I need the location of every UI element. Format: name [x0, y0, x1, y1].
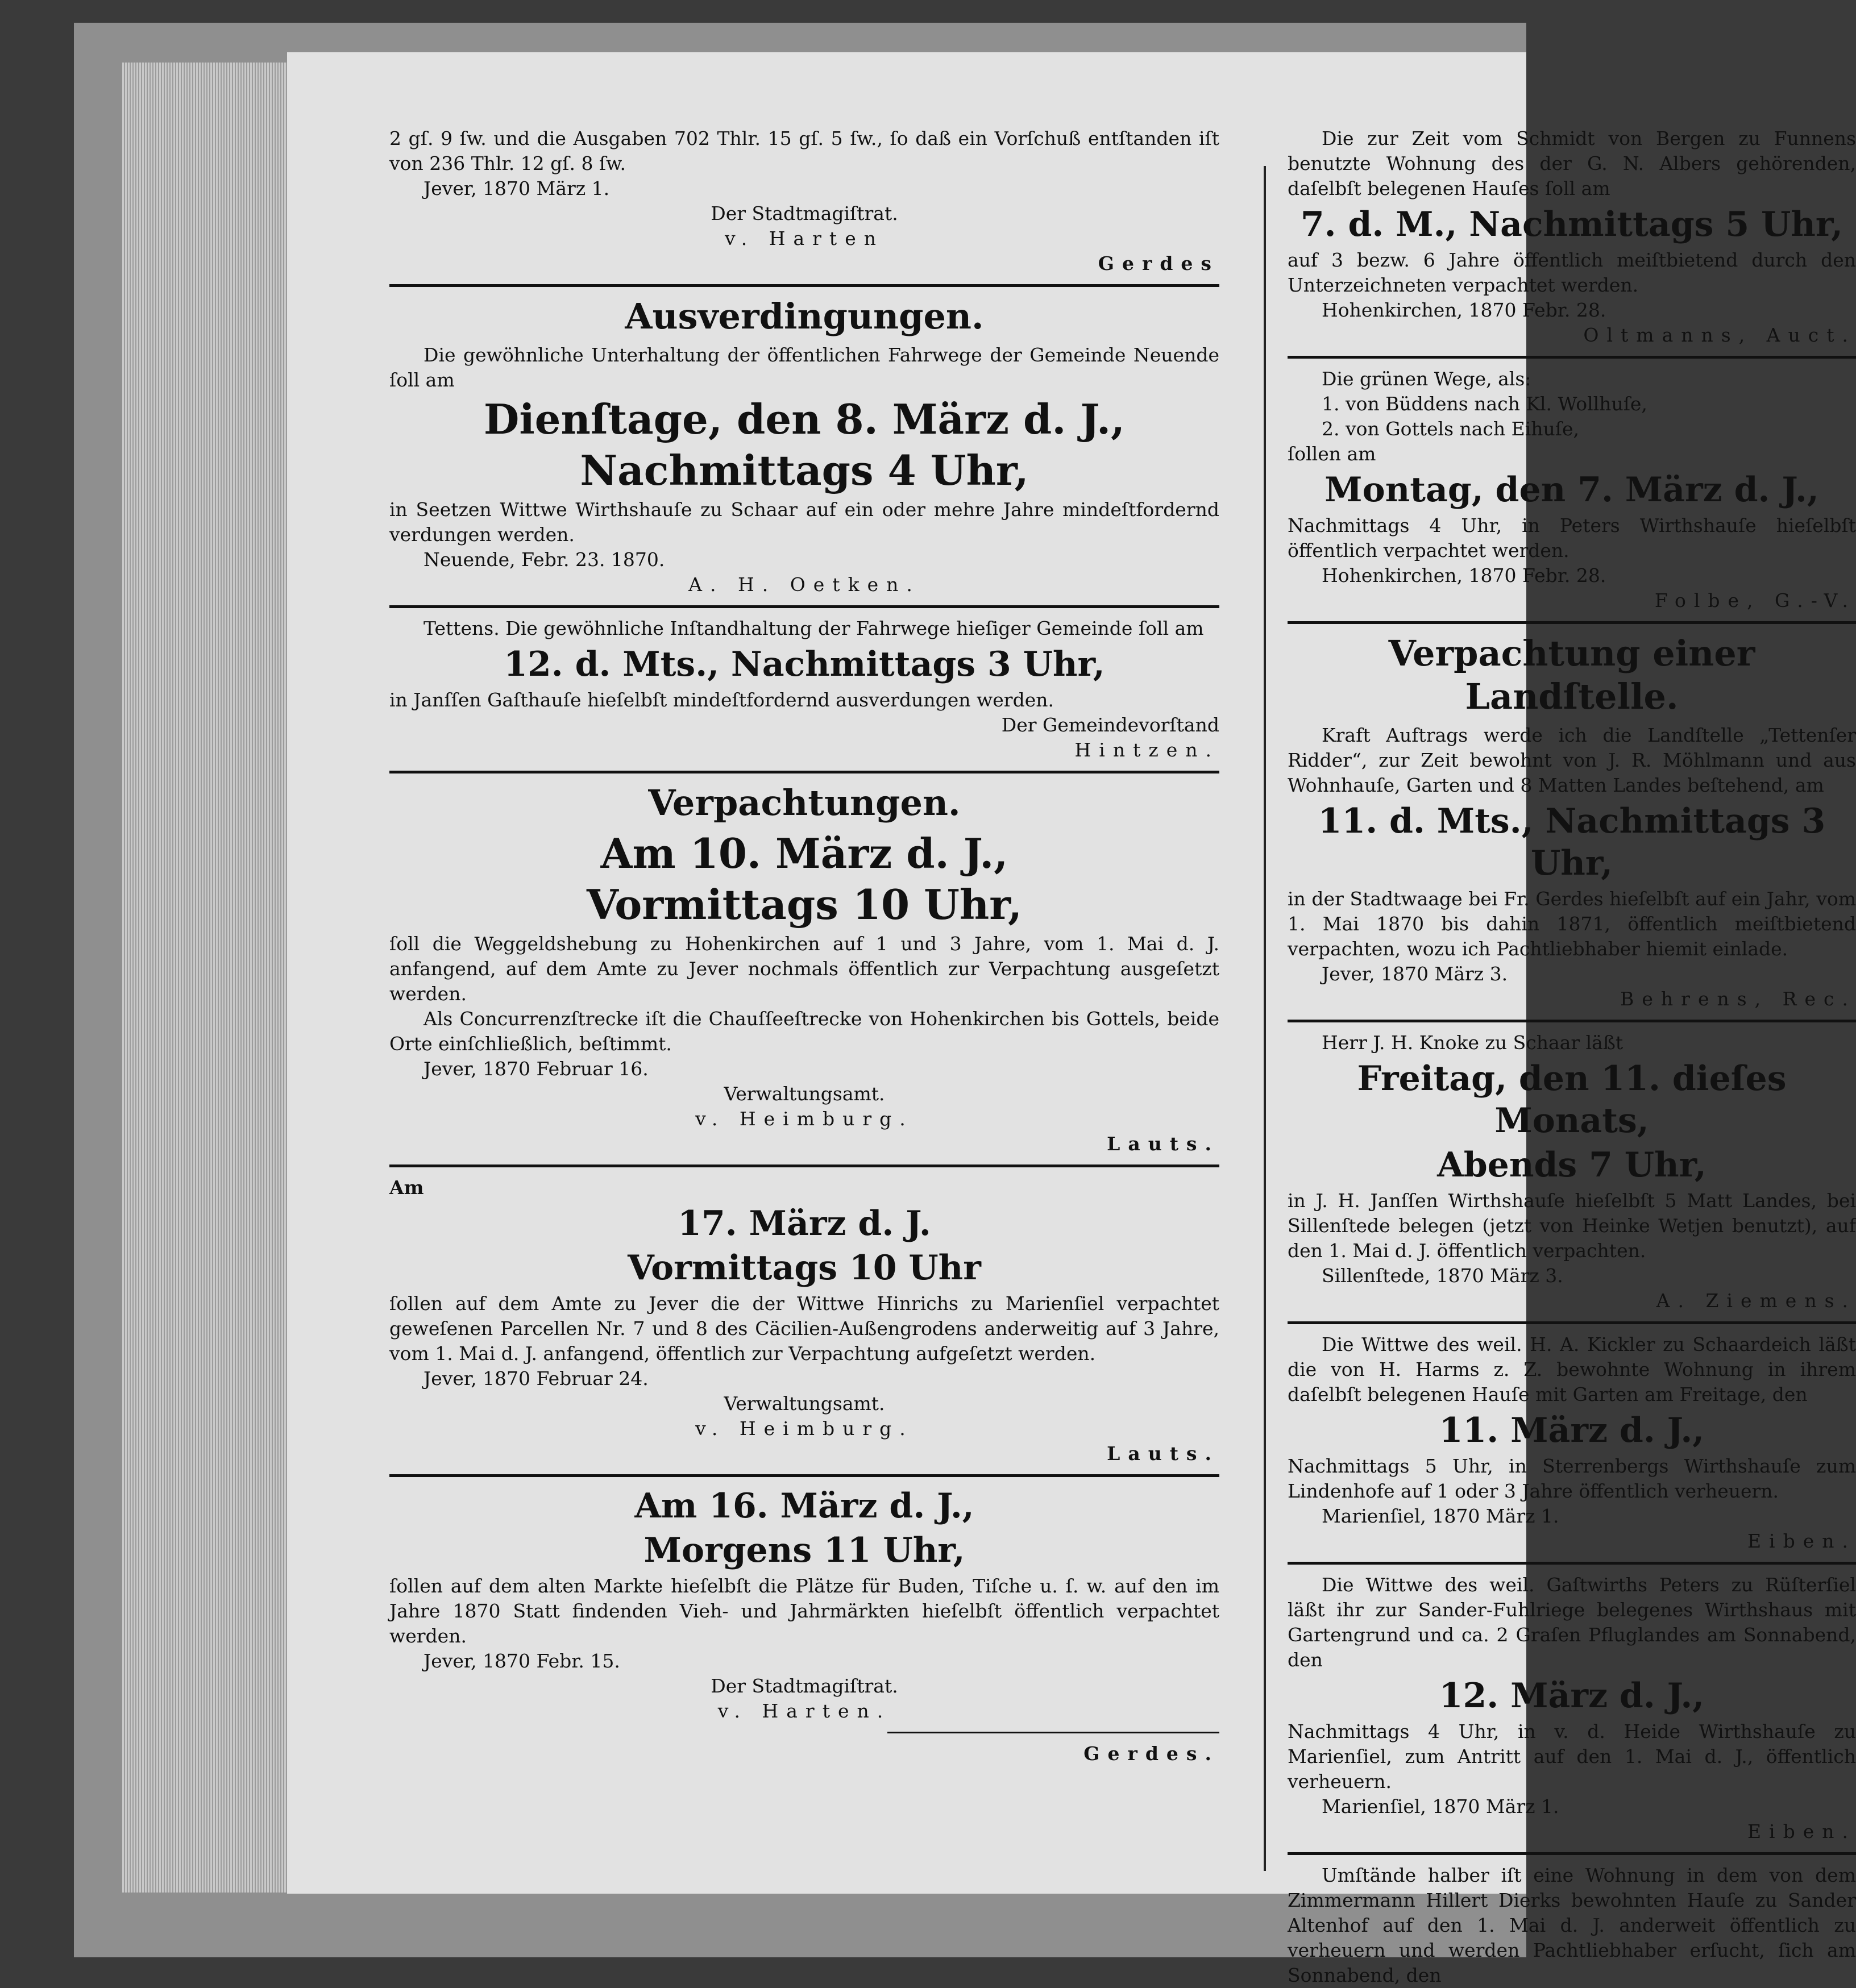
notice-date: Jever, 1870 Febr. 15.: [423, 1650, 620, 1672]
notice-time-highlight: Morgens 11 Uhr,: [643, 1530, 965, 1570]
notice-date-highlight: Montag, den 7. März d. J.,: [1324, 470, 1819, 510]
notice-text: Die grünen Wege, als:: [1322, 368, 1531, 390]
column-divider: [1264, 166, 1266, 1871]
notice-date: Sillenſtede, 1870 März 3.: [1322, 1265, 1563, 1287]
divider: [1288, 621, 1856, 624]
notice-text: Umſtände halber iſt eine Wohnung in dem von dem Zimmermann Hillert Dierks bewohnten Hauſe zu Sander Altenhof auf den 1. Mai d. J. anderweit öffentlich zu verheuern und werden Pachtliebhaber erſucht, ſich am Sonnabend, den: [1288, 1864, 1856, 1986]
notice-text: Die Wittwe des weil. H. A. Kickler zu Schaardeich läßt die von H. Harms z. Z. bewohnte Wohnung in ihrem daſelbſt belegenen Hauſe mit Garten am Freitage, den: [1288, 1333, 1856, 1405]
notice-signature: Eiben.: [1747, 1530, 1856, 1552]
notice-text: Tettens. Die gewöhnliche Inſtandhaltung der Fahrwege hieſiger Gemeinde ſoll am: [423, 617, 1204, 639]
notice-text: in Seetzen Wittwe Wirthshauſe zu Schaar auf ein oder mehre Jahre mindeſtfordernd verdungen werden.: [389, 498, 1219, 546]
notice-text: Am: [389, 1176, 424, 1199]
section-heading: Verpachtungen.: [648, 782, 961, 824]
notice-date-highlight: 11. März d. J.,: [1439, 1411, 1705, 1450]
notice-date: Jever, 1870 März 3.: [1322, 963, 1508, 985]
notice-date-highlight: 17. März d. J.: [678, 1204, 931, 1243]
notice-text: Die Wittwe des weil. Gaſtwirths Peters zu Rüſterſiel läßt ihr zur Sander-Fuhlriege belegenes Wirthshaus mit Gartengrund und ca. 2 Graſen Pfluglandes am Sonnabend, den: [1288, 1574, 1856, 1671]
notice-date-highlight: 12. März d. J.,: [1439, 1676, 1705, 1716]
page-stack-edges: [122, 63, 293, 1893]
notice-ausverdingung-neuende: [389, 295, 1219, 597]
notice-text: Die zur Zeit vom Schmidt von Bergen zu Funnens benutzte Wohnung des der G. N. Albers gehörenden, daſelbſt belegenen Hauſes ſoll am: [1288, 127, 1856, 199]
notice-time-highlight: Nachmittags 4 Uhr,: [580, 446, 1029, 494]
notice-text: in Janſſen Gaſthauſe hieſelbſt mindeſtfordernd ausverdungen werden.: [389, 689, 1054, 711]
notice-signature: Gerdes.: [1083, 1742, 1219, 1765]
notice-landstelle: [1288, 632, 1856, 1012]
notice-signature: v. Harten: [725, 227, 884, 249]
notice-signature: A. Ziemens.: [1656, 1290, 1856, 1312]
divider: [389, 771, 1219, 773]
notice-signature: Behrens, Rec.: [1620, 988, 1856, 1010]
notice-signature: Oltmanns, Auct.: [1583, 324, 1856, 346]
notice-date-highlight: Freitag, den 11. dieſes Monats,: [1357, 1059, 1787, 1141]
divider: [887, 1732, 1219, 1733]
notice-signature: Gerdes: [1098, 252, 1219, 275]
notice-time-highlight: Abends 7 Uhr,: [1437, 1145, 1706, 1185]
notice-signature: v. Heimburg.: [695, 1417, 914, 1440]
right-column: [1288, 126, 1856, 1986]
notice-text: ſollen auf dem alten Markte hieſelbſt die Plätze für Buden, Tiſche u. ſ. w. auf den im Jahre 1870 Statt findenden Vieh- und Jahrmärkten hieſelbſt öffentlich verpachtet werden.: [389, 1575, 1219, 1647]
divider: [1288, 1020, 1856, 1022]
notice-org: Verwaltungsamt.: [724, 1083, 885, 1105]
notice-signature: v. Heimburg.: [695, 1108, 914, 1130]
divider: [389, 284, 1219, 287]
divider: [389, 1474, 1219, 1477]
notice-text: Als Concurrenzſtrecke iſt die Chauſſeeſtrecke von Hohenkirchen bis Gottels, beide Orte einſchließlich, beſtimmt.: [389, 1008, 1219, 1055]
divider: [389, 1164, 1219, 1167]
notice-text: Kraft Auftrags werde ich die Landſtelle „Tettenſer Ridder“, zur Zeit bewohnt von J. R. Möhlmann und aus Wohnhauſe, Garten und 8 Matten Landes beſtehend, am: [1288, 724, 1856, 796]
notice-text: in der Stadtwaage bei Fr. Gerdes hieſelbſt auf ein Jahr, vom 1. Mai 1870 bis dahin 1871, öffentlich meiſtbietend verpachten, wozu ich Pachtliebhaber hiemit einlade.: [1288, 888, 1856, 960]
notice-org: Der Gemeindevorſtand: [1001, 714, 1219, 736]
notice-text: Herr J. H. Knoke zu Schaar läßt: [1322, 1032, 1624, 1054]
notice-knoke: [1288, 1030, 1856, 1313]
notice-date-highlight: 11. d. Mts., Nachmittags 3 Uhr,: [1318, 801, 1826, 883]
notice-signature: Eiben.: [1747, 1820, 1856, 1843]
notice-tettens: [389, 616, 1219, 763]
notice-signature: Lauts.: [1107, 1133, 1219, 1155]
notice-signature: Lauts.: [1107, 1442, 1219, 1465]
notice-time-highlight: Vormittags 10 Uhr: [628, 1248, 981, 1288]
left-column: [389, 126, 1219, 1769]
list-item: 2. von Gottels nach Eihuſe,: [1322, 418, 1580, 440]
notice-gruene-wege: [1288, 367, 1856, 613]
notice-cacilien-grodens: [389, 1175, 1219, 1466]
notice-date: Jever, 1870 Februar 24.: [423, 1367, 649, 1390]
divider: [1288, 1852, 1856, 1855]
notice-date-highlight: 12. d. Mts., Nachmittags 3 Uhr,: [504, 644, 1105, 684]
notice-weggeld: [389, 781, 1219, 1157]
notice-signature: Folbe, G.-V.: [1654, 589, 1856, 612]
notice-markt-plaetze: [389, 1485, 1219, 1766]
notice-org: Der Stadtmagiſtrat.: [711, 202, 898, 224]
notice-text: ſoll die Weggeldshebung zu Hohenkirchen auf 1 und 3 Jahre, vom 1. Mai d. J. anfangend, auf dem Amte zu Jever nochmals öffentlich zur Verpachtung ausgeſetzt werden.: [389, 933, 1219, 1005]
notice-date-highlight: Am 16. März d. J.,: [634, 1486, 974, 1526]
notice-text: Nachmittags 5 Uhr, in Sterrenbergs Wirthshauſe zum Lindenhofe auf 1 oder 3 Jahre öffentlich verheuern.: [1288, 1455, 1856, 1502]
notice-time-highlight: Vormittags 10 Uhr,: [586, 880, 1023, 929]
notice-wohnung-funnens: [1288, 126, 1856, 348]
notice-org: Der Stadtmagiſtrat.: [711, 1675, 898, 1697]
notice-continuation: [389, 126, 1219, 276]
notice-text: ſollen am: [1288, 443, 1376, 465]
notice-date: Marienſiel, 1870 März 1.: [1322, 1795, 1559, 1818]
notice-signature: A. H. Oetken.: [688, 573, 920, 596]
section-heading: Verpachtung einer Landſtelle.: [1388, 633, 1755, 717]
notice-date-highlight: 7. d. M., Nachmittags 5 Uhr,: [1300, 205, 1843, 244]
notice-date: Hohenkirchen, 1870 Febr. 28.: [1322, 299, 1606, 321]
notice-dierks: [1288, 1863, 1856, 1988]
divider: [1288, 1562, 1856, 1565]
notice-text: Nachmittags 4 Uhr, in v. d. Heide Wirthshauſe zu Marienſiel, zum Antritt auf den 1. Mai d. J., öffentlich verheuern.: [1288, 1720, 1856, 1792]
section-heading: Ausverdingungen.: [625, 296, 984, 337]
notice-date-highlight: Am 10. März d. J.,: [600, 829, 1008, 877]
notice-date: Marienſiel, 1870 März 1.: [1322, 1505, 1559, 1527]
notice-date: Hohenkirchen, 1870 Febr. 28.: [1322, 564, 1606, 587]
notice-text: auf 3 bezw. 6 Jahre öffentlich meiſtbietend durch den Unterzeichneten verpachtet werden.: [1288, 249, 1856, 296]
notice-kickler: [1288, 1332, 1856, 1554]
notice-text: Nachmittags 4 Uhr, in Peters Wirthshauſe hieſelbſt öffentlich verpachtet werden.: [1288, 514, 1856, 562]
notice-text: ſollen auf dem Amte zu Jever die der Wittwe Hinrichs zu Marienſiel verpachtet geweſenen Parcellen Nr. 7 und 8 des Cäcilien-Außengrodens anderweitig auf 3 Jahre, vom 1. Mai d. J. anfangend, öffentlich zur Verpachtung aufgeſetzt werden.: [389, 1292, 1219, 1365]
notice-text: Die gewöhnliche Unterhaltung der öffentlichen Fahrwege der Gemeinde Neuende ſoll am: [389, 344, 1219, 391]
notice-text: 2 gſ. 9 ſw. und die Ausgaben 702 Thlr. 15 gſ. 5 ſw., ſo daß ein Vorſchuß entſtanden iſt von 236 Thlr. 12 gſ. 8 ſw.: [389, 127, 1219, 174]
notice-peters: [1288, 1573, 1856, 1844]
notice-date: Jever, 1870 März 1.: [423, 177, 610, 199]
notice-signature: Hintzen.: [1074, 739, 1219, 761]
notice-date: Neuende, Febr. 23. 1870.: [423, 548, 665, 571]
list-item: 1. von Büddens nach Kl. Wollhuſe,: [1322, 393, 1647, 415]
divider: [389, 605, 1219, 608]
divider: [1288, 1321, 1856, 1324]
notice-date: Jever, 1870 Februar 16.: [423, 1058, 649, 1080]
notice-date-highlight: Dienſtage, den 8. März d. J.,: [483, 395, 1126, 443]
notice-org: Verwaltungsamt.: [724, 1392, 885, 1415]
divider: [1288, 356, 1856, 359]
newspaper-page: [287, 52, 1856, 1986]
notice-signature: v. Harten.: [717, 1700, 891, 1722]
notice-text: in J. H. Janſſen Wirthshauſe hieſelbſt 5 Matt Landes, bei Sillenſtede belegen (jetzt von Heinke Wetjen benutzt), auf den 1. Mai d. J. öffentlich verpachten.: [1288, 1190, 1856, 1262]
